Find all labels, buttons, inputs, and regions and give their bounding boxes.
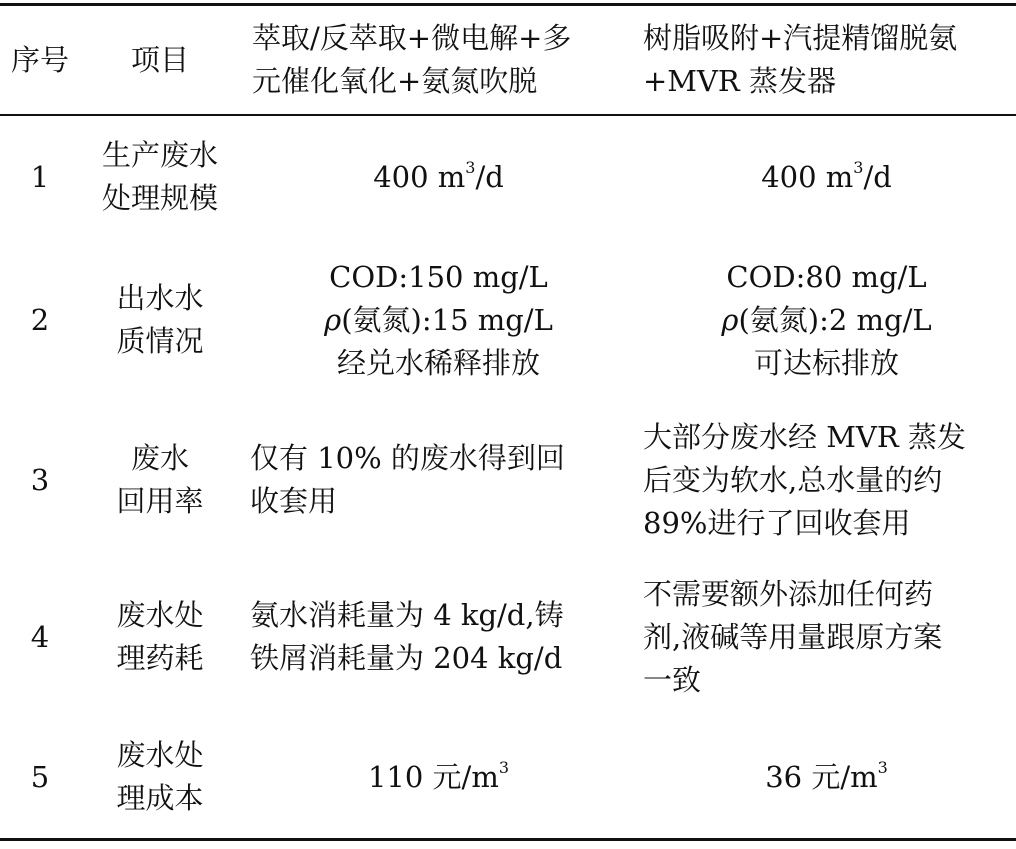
row-number: 1 <box>30 159 50 194</box>
scheme-b-cost-value: 36 元/m <box>765 759 878 794</box>
header-no: 序号 <box>10 42 69 77</box>
scheme-b-cell <box>637 558 1016 716</box>
table-row <box>0 238 1016 402</box>
table-row <box>0 716 1016 840</box>
row-item-line: 质情况 <box>116 324 204 358</box>
scheme-b-scale-unit: /d <box>863 159 892 194</box>
unit-superscript: 3 <box>465 157 476 177</box>
scheme-b-text-line: 后变为软水,总水量的约 <box>643 462 943 497</box>
scheme-a-ammonia <box>240 299 637 342</box>
table-row <box>0 402 1016 558</box>
row-number: 3 <box>30 462 50 497</box>
row-item-line: 生产废水 <box>101 138 218 172</box>
scheme-a-cell <box>240 402 637 558</box>
scheme-a-text-line: 仅有 10% 的废水得到回 <box>250 441 565 475</box>
table-row <box>0 115 1016 238</box>
header-scheme-a-line: 元催化氧化+氨氮吹脱 <box>252 64 538 98</box>
scheme-b-discharge-note: 可达标排放 <box>753 345 899 380</box>
scheme-b-cod: COD:80 mg/L <box>726 259 927 294</box>
rho-symbol: ρ <box>721 302 739 337</box>
header-scheme-a <box>240 5 637 116</box>
scheme-a-scale-value: 400 m <box>373 159 466 194</box>
scheme-a-cost-value: 110 元/m <box>367 759 499 794</box>
row-item-line: 理药耗 <box>116 641 204 675</box>
scheme-a-ammonia-value: (氨氮):15 mg/L <box>341 302 553 337</box>
scheme-a-text-line: 铁屑消耗量为 204 kg/d <box>250 641 563 675</box>
scheme-a-discharge-note: 经兑水稀释排放 <box>336 345 540 380</box>
unit-superscript: 3 <box>853 157 864 177</box>
row-item <box>80 115 240 238</box>
header-scheme-b-line: +MVR 蒸发器 <box>643 64 836 98</box>
header-scheme-b <box>637 5 1016 116</box>
scheme-a-cell <box>240 716 637 840</box>
row-item-line: 废水 <box>130 441 189 475</box>
scheme-a-cell <box>240 558 637 716</box>
comparison-table <box>0 3 1016 841</box>
row-item-line: 处理规模 <box>101 181 218 215</box>
row-item-line: 废水处 <box>116 738 204 772</box>
scheme-a-cell <box>240 238 637 402</box>
row-item <box>80 716 240 840</box>
row-item <box>80 402 240 558</box>
scheme-b-text-line: 89%进行了回收套用 <box>643 505 911 540</box>
scheme-b-ammonia <box>637 299 1016 342</box>
header-scheme-b-line: 树脂吸附+汽提精馏脱氨 <box>643 21 958 55</box>
row-item-line: 废水处 <box>116 598 204 632</box>
scheme-b-text-line: 大部分废水经 MVR 蒸发 <box>643 419 966 454</box>
scheme-b-cell <box>637 115 1016 238</box>
scheme-b-text-line: 不需要额外添加任何药 <box>643 576 934 611</box>
scheme-a-cell <box>240 115 637 238</box>
scheme-a-text-line: 收套用 <box>250 484 338 518</box>
scheme-b-ammonia-value: (氨氮):2 mg/L <box>738 302 932 337</box>
row-item-line: 出水水 <box>116 281 204 315</box>
row-number: 2 <box>30 302 50 337</box>
scheme-b-cell <box>637 716 1016 840</box>
rho-symbol: ρ <box>324 302 342 337</box>
row-number: 5 <box>30 759 50 794</box>
scheme-b-scale-value: 400 m <box>761 159 854 194</box>
unit-superscript: 3 <box>877 757 888 777</box>
header-item: 项目 <box>130 42 189 77</box>
table-row <box>0 558 1016 716</box>
unit-superscript: 3 <box>498 757 510 777</box>
scheme-a-cod: COD:150 mg/L <box>329 259 548 294</box>
row-item <box>80 558 240 716</box>
header-scheme-a-line: 萃取/反萃取+微电解+多 <box>252 21 572 55</box>
scheme-b-cell <box>637 238 1016 402</box>
scheme-a-text-line: 氨水消耗量为 4 kg/d,铸 <box>250 598 564 632</box>
scheme-a-scale-unit: /d <box>475 159 504 194</box>
scheme-b-cell <box>637 402 1016 558</box>
row-item-line: 理成本 <box>116 781 204 815</box>
row-item <box>80 238 240 402</box>
row-item-line: 回用率 <box>116 484 204 518</box>
row-number: 4 <box>30 619 50 654</box>
header-row <box>0 5 1016 116</box>
scheme-b-text-line: 一致 <box>643 662 702 697</box>
scheme-b-text-line: 剂,液碱等用量跟原方案 <box>643 619 943 654</box>
